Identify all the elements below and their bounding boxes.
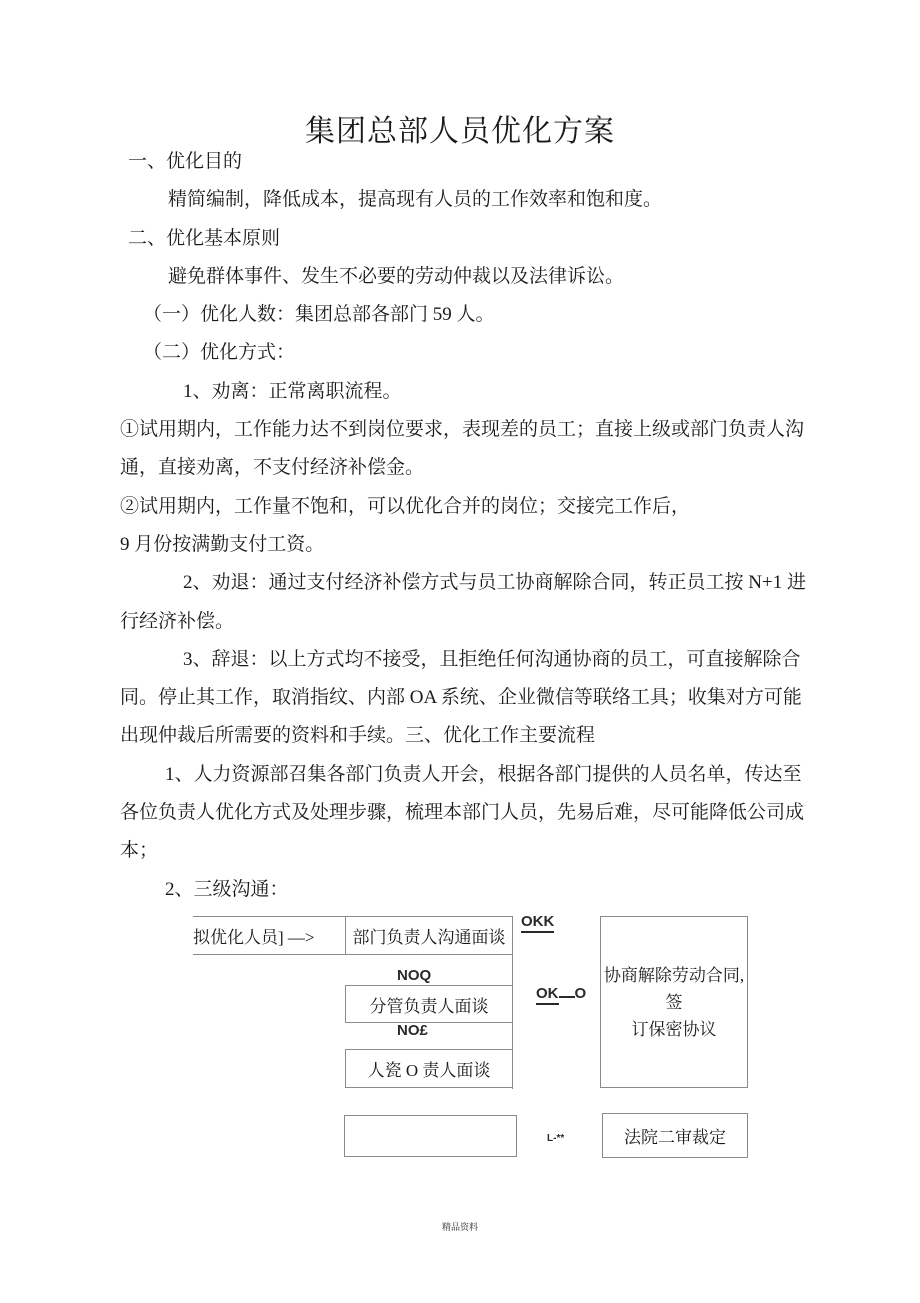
flow-box-empty <box>344 1115 517 1157</box>
document-line: 行经济补偿。 <box>120 610 235 632</box>
document-line: （二）优化方式： <box>143 342 296 364</box>
flow-tag-no1: NOQ <box>397 967 432 984</box>
document-line: 2、三级沟通： <box>165 878 289 900</box>
document-line: 通，直接劝离，不支付经济补偿金。 <box>120 457 425 479</box>
flow-tag-ok2-prefix: OK <box>536 985 559 1005</box>
document-line: 各位负责人优化方式及处理步骤，梳理本部门人员，先易后难，尽可能降低公司成 <box>120 802 805 824</box>
flow-box-court-ruling: 法院二审裁定 <box>602 1113 748 1158</box>
flow-source-text: 拟优化人员] —> <box>193 928 315 947</box>
document-line: 本； <box>120 840 159 862</box>
document-line: ②试用期内，工作量不饱和，可以优化合并的岗位；交接完工作后， <box>120 495 691 517</box>
document-line: 出现仲裁后所需要的资料和手续。三、优化工作主要流程 <box>120 725 596 747</box>
flow-box-outcome-agreement <box>600 916 748 1088</box>
flow-tag-ok2-line <box>559 983 575 998</box>
page-footer: 精品资料 <box>441 1222 478 1232</box>
page-title: 集团总部人员优化方案 <box>305 115 615 149</box>
flow-tag-ok1 <box>521 913 554 930</box>
document-line: 1、劝离：正常离职流程。 <box>183 380 402 402</box>
document-line: ①试用期内，工作能力达不到岗位要求，表现差的员工；直接上级或部门负责人沟 <box>120 419 805 441</box>
document-line: 避免群体事件、发生不必要的劳动仲裁以及法律诉讼。 <box>168 265 625 287</box>
document-line: 精简编制，降低成本，提高现有人员的工作效率和饱和度。 <box>168 189 663 211</box>
flow-source-label <box>193 916 345 955</box>
document-line: （一）优化人数：集团总部各部门 59 人。 <box>143 304 495 326</box>
document-line: 一、优化目的 <box>128 151 243 172</box>
flow-tag-arbitration: L-** <box>547 1133 565 1144</box>
document-body <box>120 143 810 909</box>
flow-outcome-line2: 订保密协议 <box>631 1019 717 1039</box>
flow-box-hr-interview: 人瓷 O 责人面谈 <box>345 1049 513 1088</box>
document-line: 同。停止其工作，取消指纹、内部 OA 系统、企业微信等联络工具；收集对方可能 <box>120 687 802 709</box>
document-line: 2、劝退：通过支付经济补偿方式与员工协商解除合同，转正员工按 N+1 进 <box>183 572 806 594</box>
flow-outcome-line1: 协商解除劳动合同,签 <box>603 965 745 1012</box>
document-line: 3、辞退：以上方式均不接受，且拒绝任何沟通协商的员工，可直接解除合 <box>183 648 801 670</box>
document-line: 9 月份按满勤支付工资。 <box>120 533 325 555</box>
flow-tag-ok2-suffix: O <box>574 985 587 1002</box>
flow-tag-ok1-text: OKK <box>521 913 554 933</box>
document-line: 1、人力资源部召集各部门负责人开会，根据各部门提供的人员名单，传达至 <box>165 763 802 785</box>
flow-tag-ok2 <box>536 983 586 1002</box>
document-line: 二、优化基本原则 <box>128 227 281 249</box>
flow-tag-no2: NO£ <box>397 1022 428 1039</box>
flow-box-dept-head-interview: 部门负责人沟通面谈 <box>345 916 513 955</box>
flow-box-supervisor-interview: 分管负责人面谈 <box>345 985 513 1023</box>
